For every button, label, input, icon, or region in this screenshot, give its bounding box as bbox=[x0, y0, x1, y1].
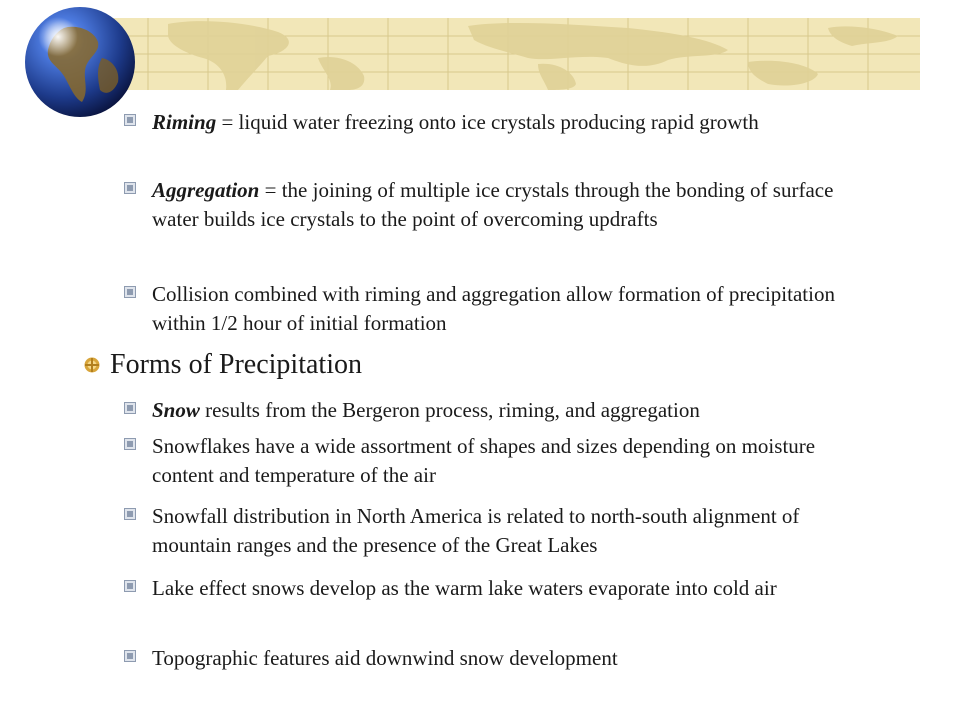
square-bullet-icon bbox=[124, 402, 136, 414]
square-bullet-icon bbox=[124, 580, 136, 592]
heading-text: Forms of Precipitation bbox=[110, 349, 362, 380]
bullet-text: Collision combined with riming and aggregation allow formation of precipitation within 1/2 hour of initial formation bbox=[152, 282, 835, 335]
bullet-text: Snow results from the Bergeron process, riming, and aggregation bbox=[152, 398, 700, 422]
square-bullet-icon bbox=[124, 438, 136, 450]
bullet-text: Lake effect snows develop as the warm lake waters evaporate into cold air bbox=[152, 576, 777, 600]
square-bullet-icon bbox=[124, 114, 136, 126]
bullet-text: Snowflakes have a wide assortment of shapes and sizes depending on moisture content and temperature of the air bbox=[152, 434, 816, 487]
square-bullet-icon bbox=[124, 508, 136, 520]
bullet-text: Topographic features aid downwind snow development bbox=[152, 646, 618, 670]
square-bullet-icon bbox=[124, 286, 136, 298]
square-bullet-icon bbox=[124, 182, 136, 194]
bullet-text: Riming = liquid water freezing onto ice crystals producing rapid growth bbox=[152, 110, 759, 134]
round-bullet-icon bbox=[84, 357, 100, 373]
bullet-text: Snowfall distribution in North America is related to north-south alignment of mountain ranges and the presence of the Great Lakes bbox=[152, 504, 800, 557]
bullet-text: Aggregation = the joining of multiple ice crystals through the bonding of surface water builds ice crystals to the point of overcoming updrafts bbox=[152, 178, 834, 231]
square-bullet-icon bbox=[124, 650, 136, 662]
